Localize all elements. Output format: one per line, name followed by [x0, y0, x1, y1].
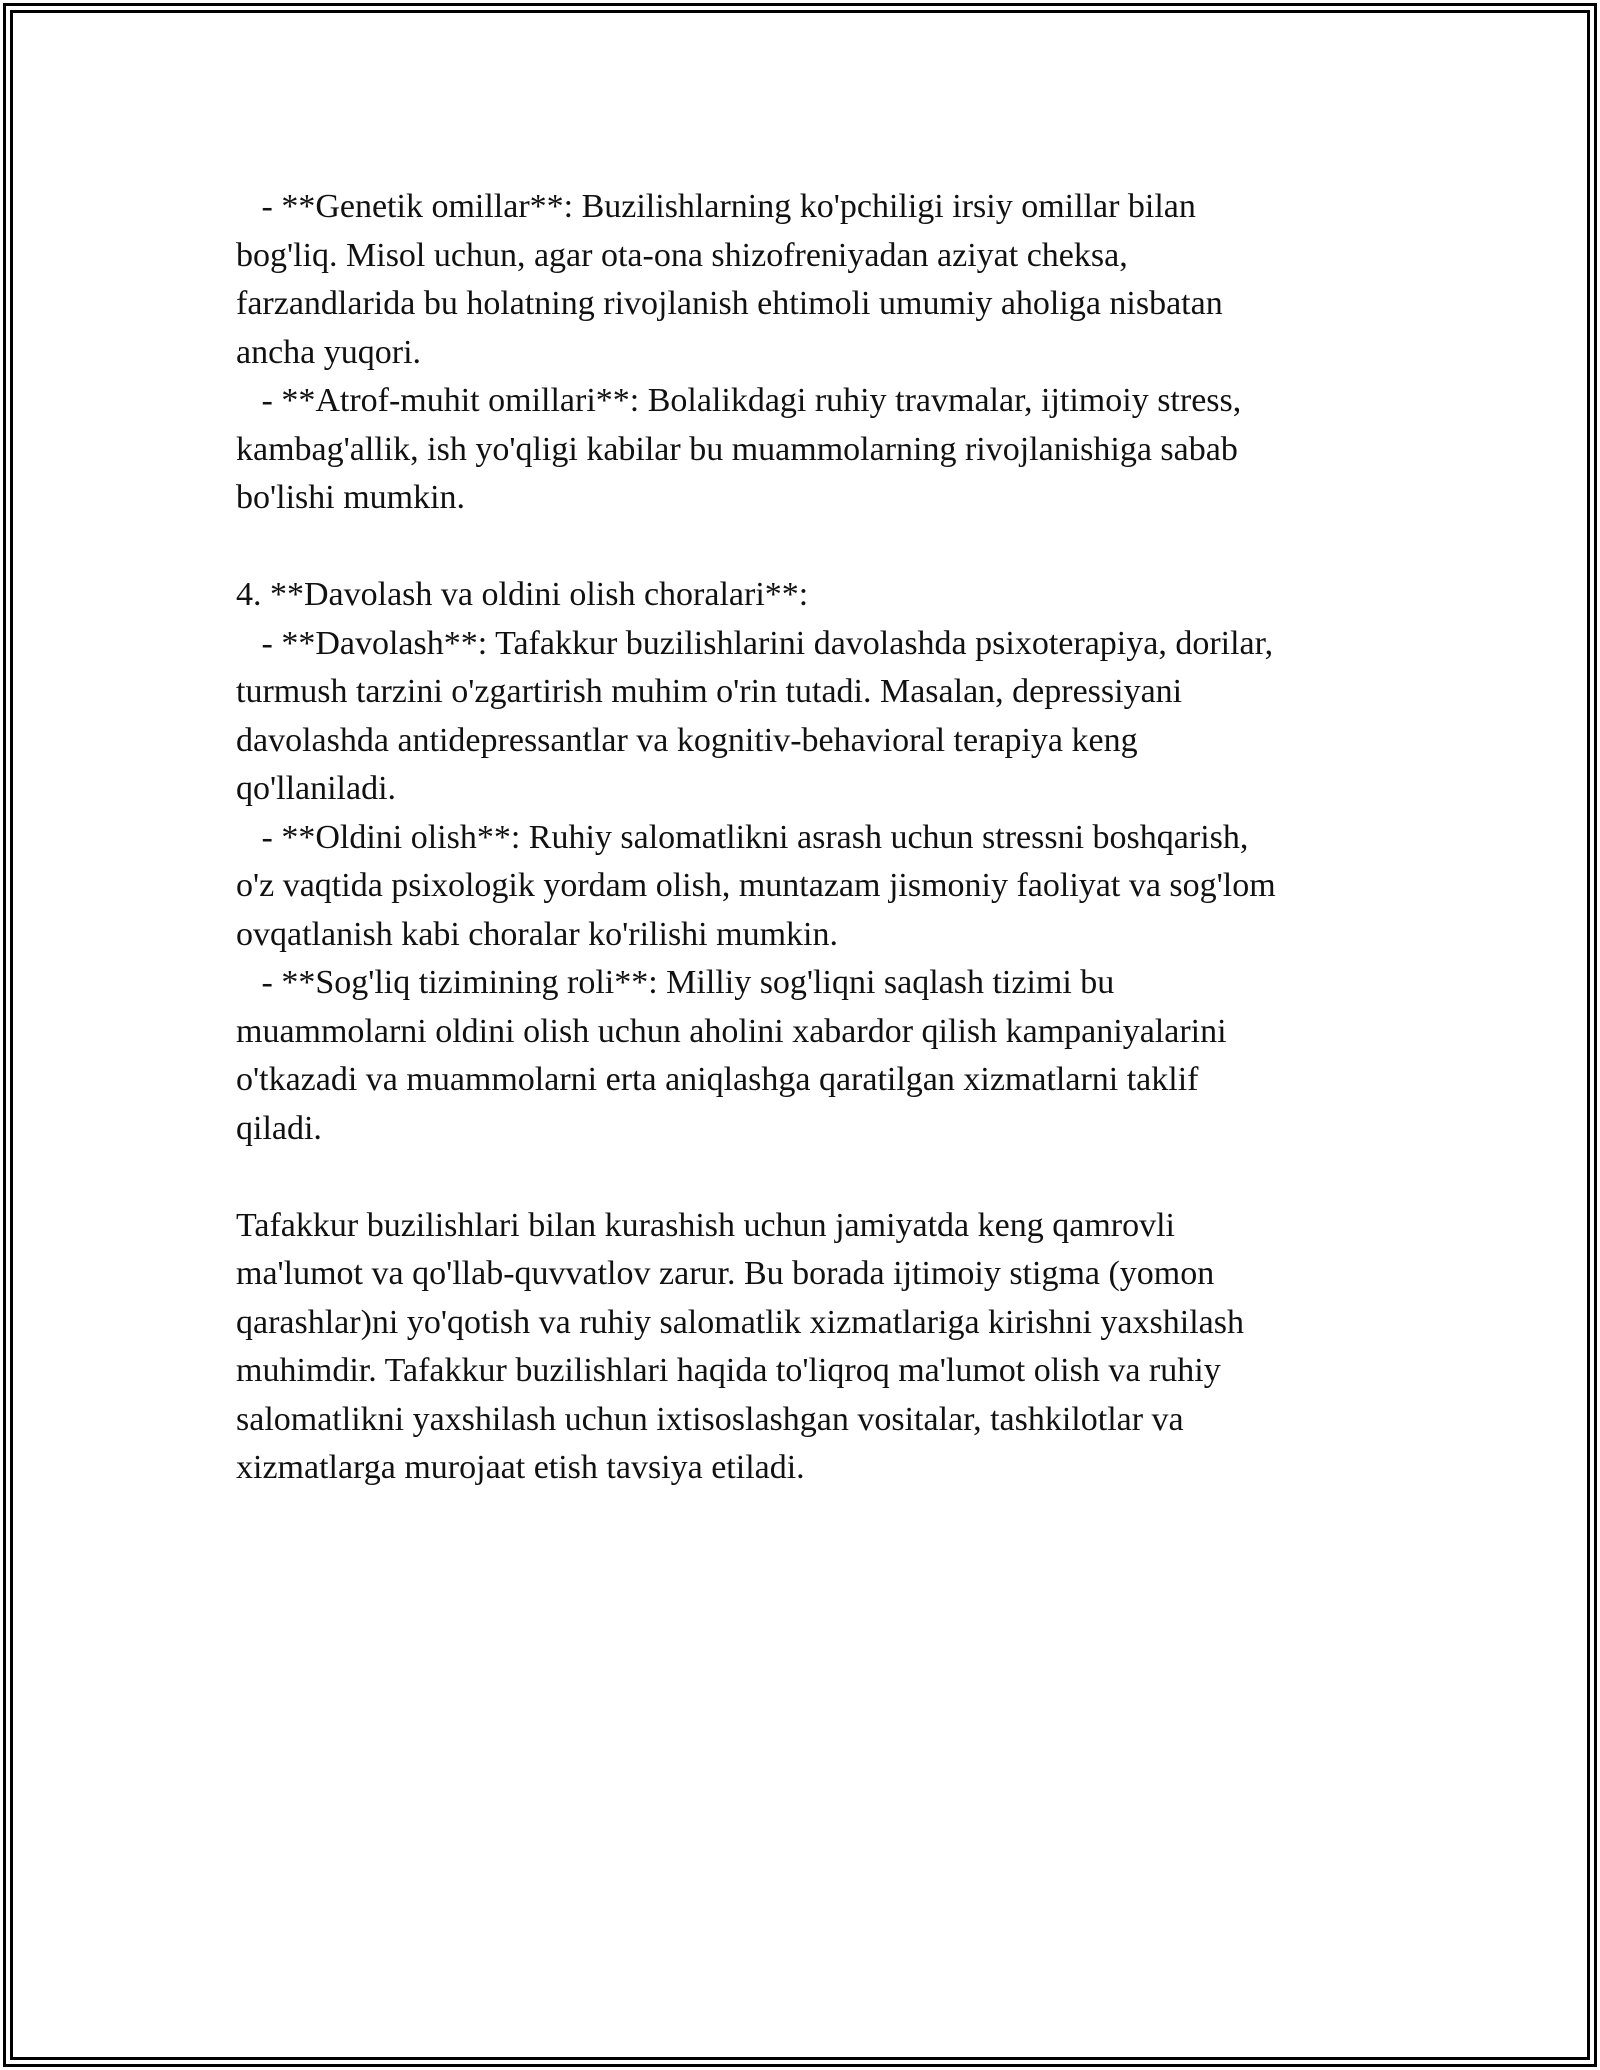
treatment-item — [236, 620, 1386, 814]
text-line: davolashda antidepressantlar va kognitiv-behavioral terapiya keng — [236, 721, 1138, 759]
text-line: xizmatlarga murojaat etish tavsiya etiladi. — [236, 1449, 805, 1486]
text-line: ancha yuqori. — [236, 333, 422, 371]
environment-factors-item — [236, 377, 1386, 523]
conclusion-paragraph — [236, 1202, 1386, 1493]
text-line: Tafakkur buzilishlari bilan kurashish uchun jamiyatda keng qamrovli — [236, 1206, 1175, 1244]
document-body — [236, 183, 1386, 1493]
paragraph-spacer — [236, 1153, 1386, 1202]
text-line: kambag'allik, ish yo'qligi kabilar bu muammolarning rivojlanishiga sabab — [236, 430, 1238, 468]
text-line: qo'llaniladi. — [236, 770, 397, 807]
health-system-item — [236, 959, 1386, 1153]
text-line: bo'lishi mumkin. — [236, 479, 466, 516]
text-line: farzandlarida bu holatning rivojlanish ehtimoli umumiy aholiga nisbatan — [236, 285, 1223, 322]
text-line: - **Genetik omillar**: Buzilishlarning ko'pchiligi irsiy omillar bilan — [236, 188, 1196, 225]
text-line: ma'lumot va qo'llab-quvvatlov zarur. Bu borada ijtimoiy stigma (yomon — [236, 1255, 1215, 1292]
text-line: qarashlar)ni yo'qotish va ruhiy salomatlik xizmatlariga kirishni yaxshilash — [236, 1303, 1244, 1341]
section-heading: 4. **Davolash va oldini olish choralari**: — [236, 576, 809, 613]
prevention-item — [236, 814, 1386, 960]
text-line: - **Davolash**: Tafakkur buzilishlarini davolashda psixoterapiya, dorilar, — [236, 624, 1274, 662]
text-line: turmush tarzini o'zgartirish muhim o'rin tutadi. Masalan, depressiyani — [236, 673, 1183, 710]
text-line: ovqatlanish kabi choralar ko'rilishi mumkin. — [236, 915, 838, 953]
text-line: - **Atrof-muhit omillari**: Bolalikdagi ruhiy travmalar, ijtimoiy stress, — [236, 382, 1242, 419]
text-line: - **Sog'liq tizimining roli**: Milliy sog'liqni saqlash tizimi bu — [236, 964, 1115, 1001]
text-line: muammolarni oldini olish uchun aholini xabardor qilish kampaniyalarini — [236, 1012, 1227, 1050]
text-line: o'tkazadi va muammolarni erta aniqlashga qaratilgan xizmatlarni taklif — [236, 1061, 1199, 1098]
text-line: - **Oldini olish**: Ruhiy salomatlikni asrash uchun stressni boshqarish, — [236, 818, 1249, 856]
text-line: muhimdir. Tafakkur buzilishlari haqida to'liqroq ma'lumot olish va ruhiy — [236, 1352, 1221, 1389]
paragraph-spacer — [236, 523, 1386, 572]
text-line: qiladi. — [236, 1109, 322, 1147]
text-line: o'z vaqtida psixologik yordam olish, muntazam jismoniy faoliyat va sog'lom — [236, 867, 1276, 904]
genetic-factors-item — [236, 183, 1386, 377]
text-line: salomatlikni yaxshilash uchun ixtisoslashgan vositalar, tashkilotlar va — [236, 1400, 1184, 1438]
text-line: bog'liq. Misol uchun, agar ota-ona shizofreniyadan aziyat cheksa, — [236, 236, 1128, 274]
